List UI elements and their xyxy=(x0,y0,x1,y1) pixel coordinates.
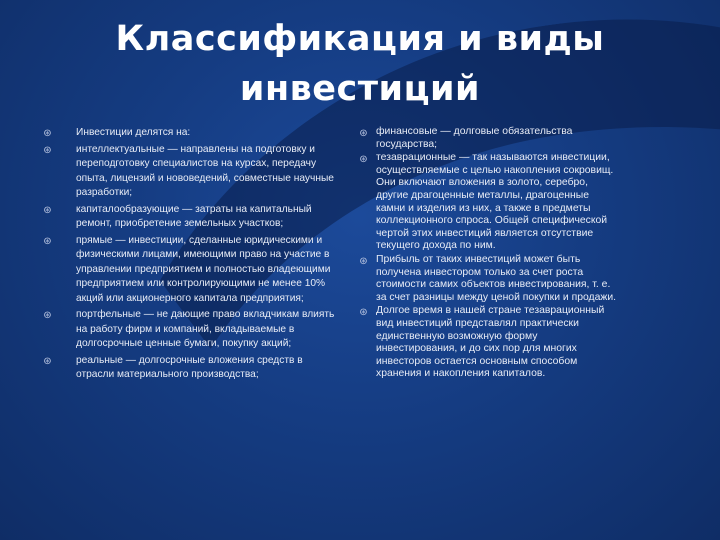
bullet-icon: ⊛ xyxy=(359,307,368,319)
list-item xyxy=(42,143,342,201)
right-bullet-list xyxy=(358,126,620,382)
bullet-icon: ⊛ xyxy=(43,144,52,156)
title-line-1: Классификация и виды xyxy=(115,19,605,59)
bullet-icon: ⊛ xyxy=(43,235,52,247)
list-item xyxy=(358,152,620,253)
bullet-icon: ⊛ xyxy=(359,128,368,139)
list-item-text: Долгое время в нашей стране тезаврационный вид инвестиций представлял практически единственную возможную форму инвестирования, и до сих пор для многих инвесторов остается основным способом хранения и накопления капиталов. xyxy=(376,305,605,380)
bullet-icon: ⊛ xyxy=(43,355,52,367)
bullet-icon: ⊛ xyxy=(359,154,368,166)
list-item-text: капиталообразующие — затраты на капитальный ремонт, приобретение земельных участков; xyxy=(76,203,312,229)
list-item-text: прямые — инвестиции, сделанные юридическими и физическими лицами, имеющими право на участие в управлении предприятием и полностью владеющими предприятием или контролирующими не менее 10% акций или акционерного капитала предприятия; xyxy=(76,234,331,304)
list-item-text: тезаврационные — так называются инвестиции, осуществляемые с целью накопления сокровищ. Они включают вложения в золото, серебро, другие драгоценные металлы, драгоценные камни и изделия из них, а также в предметы коллекционного спроса. Общей специфической чертой этих инвестиций является отсутствие текущего дохода по ним. xyxy=(376,152,614,252)
list-item xyxy=(358,305,620,381)
list-item-text: портфельные — не дающие право вкладчикам влиять на работу фирм и компаний, вкладываемые в долгосрочные ценные бумаги, покупку акций; xyxy=(76,309,335,349)
list-item xyxy=(358,254,620,304)
left-bullet-list xyxy=(42,126,342,385)
list-item xyxy=(42,126,342,141)
list-item-text: реальные — долгосрочные вложения средств в отрасли материального производства; xyxy=(76,354,303,380)
bullet-icon: ⊛ xyxy=(43,204,52,216)
list-item xyxy=(42,354,342,383)
list-item xyxy=(358,126,620,151)
list-item-text: Инвестиции делятся на: xyxy=(76,127,191,138)
bullet-icon: ⊛ xyxy=(43,128,52,139)
list-item-text: финансовые — долговые обязательства государства; xyxy=(376,126,573,150)
list-item-text: интеллектуальные — направлены на подготовку и переподготовку специалистов на курсах, передачу опыта, лицензий и нововедений, совместные научные разработки; xyxy=(76,143,334,198)
bullet-icon: ⊛ xyxy=(359,255,368,267)
bullet-icon: ⊛ xyxy=(43,310,52,321)
list-item xyxy=(42,234,342,307)
slide-title xyxy=(60,14,660,114)
title-line-2: инвестиций xyxy=(239,69,481,109)
list-item xyxy=(42,203,342,232)
list-item-text: Прибыль от таких инвестиций может быть получена инвестором только за счет роста стоимости самих объектов инвестирования, т. е. за счет разницы между ценой покупки и продажи. xyxy=(376,253,617,303)
list-item xyxy=(42,308,342,352)
